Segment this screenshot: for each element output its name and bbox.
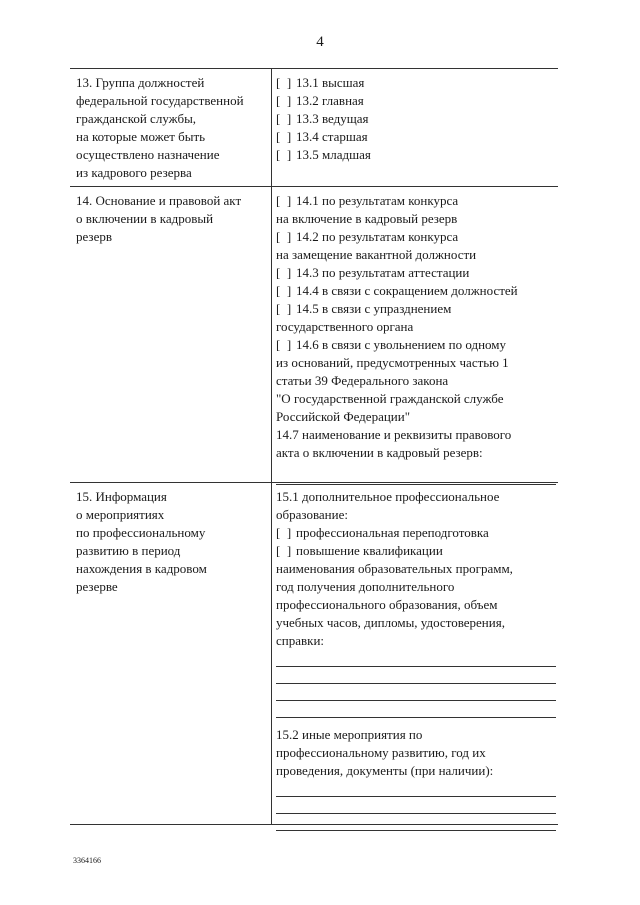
table-bottom-border — [70, 824, 558, 825]
option-label: 14.6 в связи с увольнением по одному — [296, 337, 507, 352]
option-label: профессиональная переподготовка — [296, 525, 489, 540]
page-number: 4 — [316, 34, 324, 50]
label-line: по профессиональному — [76, 525, 206, 540]
row-14-label — [76, 192, 266, 246]
checkbox-13-5[interactable]: [ ] — [276, 147, 292, 162]
dpo-fill-line-3[interactable] — [276, 700, 556, 701]
row-13 — [70, 68, 558, 186]
option-13-1[interactable] — [276, 74, 558, 92]
option-label: 14.2 по результатам конкурса — [296, 229, 459, 244]
option-label-cont: Российской Федерации" — [276, 409, 411, 424]
option-label: 13.1 высшая — [296, 75, 365, 90]
legal-act-label: 14.7 наименование и реквизиты правового — [276, 427, 512, 442]
label-line: 13. Группа должностей — [76, 75, 205, 90]
row-13-top-border — [70, 68, 558, 69]
dpo-desc: год получения дополнительного — [276, 579, 455, 594]
checkbox-13-3[interactable]: [ ] — [276, 111, 292, 126]
other-activities-label-cont: профессиональному развитию, год их — [276, 745, 486, 760]
document-code: 3364166 — [73, 856, 101, 865]
checkbox-13-1[interactable]: [ ] — [276, 75, 292, 90]
option-14-4[interactable] — [276, 282, 558, 300]
other-activities-label-cont: проведения, документы (при наличии): — [276, 763, 494, 778]
option-13-3[interactable] — [276, 110, 558, 128]
label-line: нахождения в кадровом — [76, 561, 207, 576]
row-13-label — [76, 74, 266, 182]
option-13-2[interactable] — [276, 92, 558, 110]
row-15-content — [276, 488, 558, 831]
option-label-cont: статьи 39 Федерального закона — [276, 373, 449, 388]
row-14-options — [276, 192, 558, 485]
dpo-fill-line-2[interactable] — [276, 683, 556, 684]
option-label-cont: из оснований, предусмотренных частью 1 — [276, 355, 509, 370]
dpo-fill-line-1[interactable] — [276, 666, 556, 667]
dpo-desc: учебных часов, дипломы, удостоверения, — [276, 615, 505, 630]
row-15 — [70, 482, 558, 825]
option-14-1[interactable] — [276, 192, 558, 210]
checkbox-14-3[interactable]: [ ] — [276, 265, 292, 280]
option-label-cont: государственного органа — [276, 319, 414, 334]
option-14-5[interactable] — [276, 300, 558, 318]
label-line: федеральной государственной — [76, 93, 244, 108]
option-15-1-retraining[interactable] — [276, 524, 558, 542]
other-fill-line-3[interactable] — [276, 830, 556, 831]
option-label: 13.3 ведущая — [296, 111, 369, 126]
other-activities-label: 15.2 иные мероприятия по — [276, 727, 423, 742]
label-line: гражданской службы, — [76, 111, 197, 126]
option-14-3[interactable] — [276, 264, 558, 282]
option-label: 14.5 в связи с упразднением — [296, 301, 452, 316]
row-14-top-border — [70, 186, 558, 187]
checkbox-14-5[interactable]: [ ] — [276, 301, 292, 316]
label-line: из кадрового резерва — [76, 165, 192, 180]
checkbox-qualification[interactable]: [ ] — [276, 543, 292, 558]
other-fill-line-1[interactable] — [276, 796, 556, 797]
checkbox-13-4[interactable]: [ ] — [276, 129, 292, 144]
checkbox-14-6[interactable]: [ ] — [276, 337, 292, 352]
checkbox-retraining[interactable]: [ ] — [276, 525, 292, 540]
dpo-desc: справки: — [276, 633, 325, 648]
option-label: 13.4 старшая — [296, 129, 368, 144]
option-14-6[interactable] — [276, 336, 558, 354]
row-13-options — [276, 74, 558, 164]
label-line: осуществлено назначение — [76, 147, 220, 162]
option-13-4[interactable] — [276, 128, 558, 146]
option-label-cont: на включение в кадровый резерв — [276, 211, 458, 226]
option-label: 14.3 по результатам аттестации — [296, 265, 470, 280]
label-line: развитию в период — [76, 543, 181, 558]
option-label: 13.5 младшая — [296, 147, 371, 162]
other-fill-line-2[interactable] — [276, 813, 556, 814]
label-line: 15. Информация — [76, 489, 167, 504]
row-15-label — [76, 488, 266, 596]
legal-act-label-cont: акта о включении в кадровый резерв: — [276, 445, 483, 460]
checkbox-14-1[interactable]: [ ] — [276, 193, 292, 208]
row-14 — [70, 186, 558, 482]
option-label: 14.4 в связи с сокращением должностей — [296, 283, 518, 298]
dpo-heading-cont: образование: — [276, 507, 348, 522]
label-line: резерв — [76, 229, 112, 244]
dpo-desc: наименования образовательных программ, — [276, 561, 513, 576]
form-table — [70, 68, 558, 825]
checkbox-13-2[interactable]: [ ] — [276, 93, 292, 108]
option-label-cont: на замещение вакантной должности — [276, 247, 477, 262]
option-label: 14.1 по результатам конкурса — [296, 193, 459, 208]
row-15-top-border — [70, 482, 558, 483]
label-line: 14. Основание и правовой акт — [76, 193, 242, 208]
checkbox-14-2[interactable]: [ ] — [276, 229, 292, 244]
option-15-1-qualification[interactable] — [276, 542, 558, 560]
label-line: о мероприятиях — [76, 507, 165, 522]
option-label: повышение квалификации — [296, 543, 443, 558]
option-14-2[interactable] — [276, 228, 558, 246]
label-line: о включении в кадровый — [76, 211, 214, 226]
option-label-cont: "О государственной гражданской службе — [276, 391, 504, 406]
label-line: на которые может быть — [76, 129, 206, 144]
label-line: резерве — [76, 579, 118, 594]
checkbox-14-4[interactable]: [ ] — [276, 283, 292, 298]
dpo-desc: профессионального образования, объем — [276, 597, 498, 612]
option-label: 13.2 главная — [296, 93, 364, 108]
dpo-heading: 15.1 дополнительное профессиональное — [276, 489, 500, 504]
option-13-5[interactable] — [276, 146, 558, 164]
